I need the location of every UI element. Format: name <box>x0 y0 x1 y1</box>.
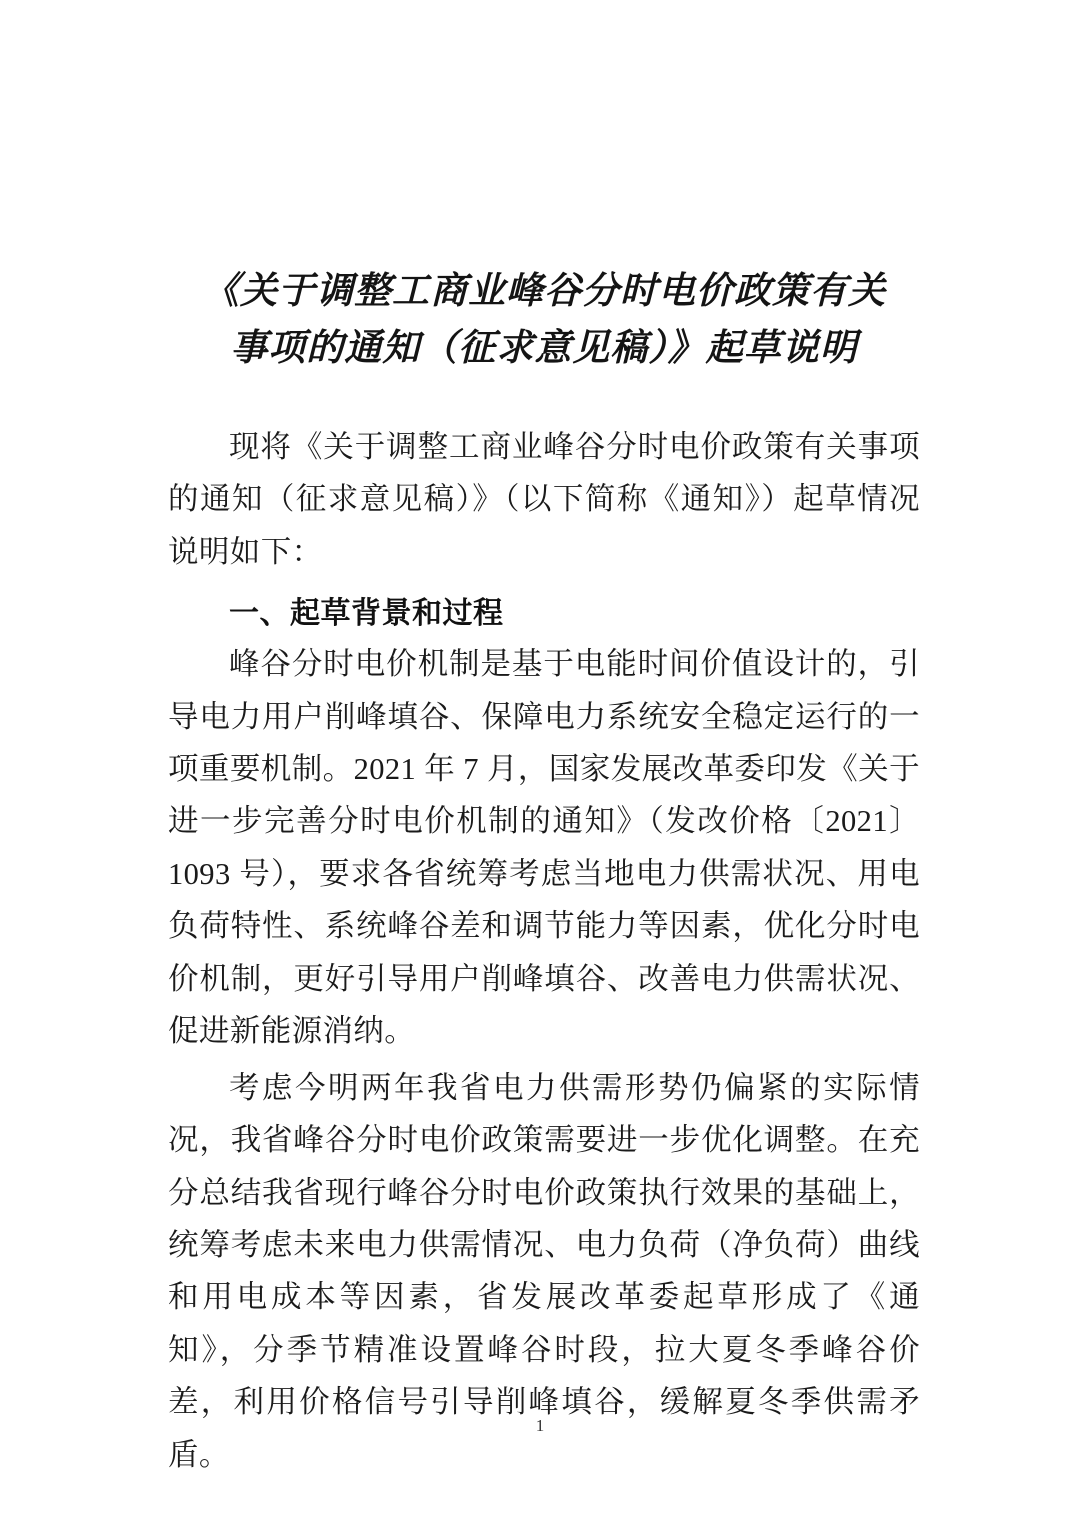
intro-paragraph: 现将《关于调整工商业峰谷分时电价政策有关事项的通知（征求意见稿）》（以下简称《通知》）起草情况说明如下： <box>168 429 920 569</box>
section-heading-1: 一、起草背景和过程 <box>229 597 504 631</box>
document-body <box>168 262 920 1485</box>
section-paragraph-2: 考虑今明两年我省电力供需形势仍偏紧的实际情况，我省峰谷分时电价政策需要进一步优化调整。在充分总结我省现行峰谷分时电价政策执行效果的基础上，统筹考虑未来电力供需情况、电力负荷（净负荷）曲线和用电成本等因素，省发展改革委起草形成了《通知》，分季节精准设置峰谷时段，拉大夏冬季峰谷价差，利用价格信号引导削峰填谷，缓解夏冬季供需矛盾。 <box>168 1070 920 1472</box>
page-title-line-1: 《关于调整工商业峰谷分时电价政策有关 <box>202 268 886 312</box>
page-title <box>168 262 920 377</box>
page-title-line-2: 事项的通知（征求意见稿）》起草说明 <box>230 325 858 370</box>
page-number: 1 <box>535 1416 545 1435</box>
section-paragraph-1: 峰谷分时电价机制是基于电能时间价值设计的，引导电力用户削峰填谷、保障电力系统安全稳定运行的一项重要机制。2021 年 7 月，国家发展改革委印发《关于进一步完善分时电价机制的通知》（发改价格〔2021〕1093 号），要求各省统筹考虑当地电力供需状况、用电负荷特性、系统峰谷差和调节能力等因素，优化分时电价机制，更好引导用户削峰填谷、改善电力供需状况、促进新能源消纳。 <box>168 647 920 1049</box>
